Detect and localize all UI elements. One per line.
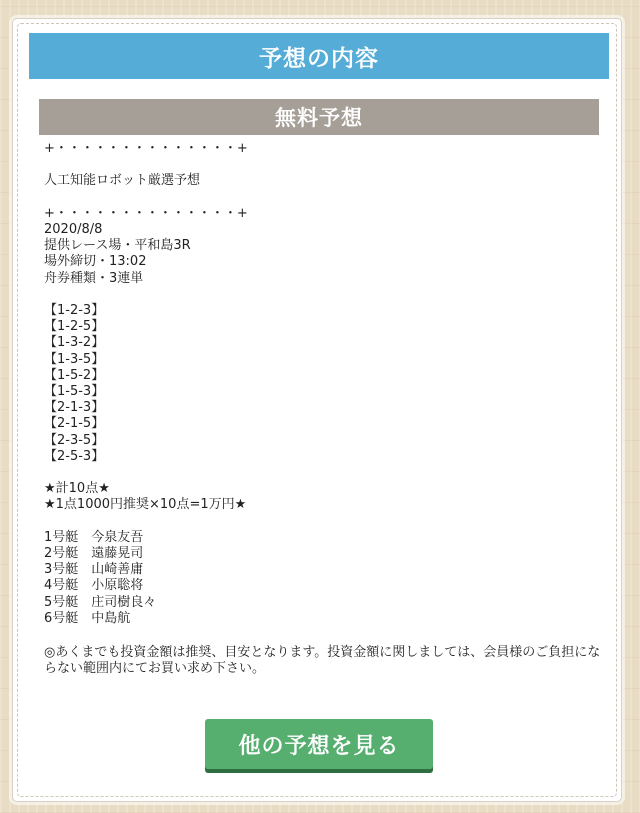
content-line: 舟券種類・3連単 xyxy=(44,270,144,286)
investment-note: ◎あくまでも投資金額は推奨、目安となります。投資金額に関しましては、会員様のご負担にならない範囲内にてお買い求め下さい。 xyxy=(44,645,601,677)
section-title: 無料予想 xyxy=(39,99,599,135)
content-line: 【1-5-3】 xyxy=(44,384,105,399)
content-line: 1号艇 今泉友吾 xyxy=(44,529,144,545)
content-line xyxy=(44,287,604,303)
content-line: +・・・・・・・・・・・・・・+ xyxy=(44,205,248,221)
prediction-lines xyxy=(44,141,604,643)
content-line: 【2-1-5】 xyxy=(44,416,105,432)
content-line: 【1-5-2】 xyxy=(44,367,105,383)
content-line: 場外締切・13:02 xyxy=(44,254,147,270)
content-line: 人工知能ロボット厳選予想 xyxy=(44,173,201,189)
content-line: 4号艇 小原聡将 xyxy=(44,578,144,594)
content-line xyxy=(44,465,604,481)
content-line: +・・・・・・・・・・・・・・+ xyxy=(44,141,248,156)
content-line xyxy=(44,157,604,173)
content-line: 【1-2-5】 xyxy=(44,319,105,335)
content-line: 【2-1-3】 xyxy=(44,400,105,416)
page-title: 予想の内容 xyxy=(29,33,609,79)
content-line: ★1点1000円推奨×10点=1万円★ xyxy=(44,497,247,513)
see-other-predictions-button[interactable]: 他の予想を見る xyxy=(205,719,433,769)
content-line: 【2-5-3】 xyxy=(44,448,105,464)
content-line: 3号艇 山崎善庸 xyxy=(44,562,144,578)
content-line: 2020/8/8 xyxy=(44,221,103,237)
content-line: 【1-3-2】 xyxy=(44,335,105,351)
content-line: ★計10点★ xyxy=(44,481,110,497)
content-line xyxy=(44,627,604,643)
content-line: 5号艇 庄司樹良々 xyxy=(44,594,157,610)
content-line: 提供レース場・平和島3R xyxy=(44,238,191,254)
prediction-content xyxy=(44,141,604,678)
prediction-card xyxy=(12,18,622,802)
content-line xyxy=(44,190,604,206)
content-line: 【1-2-3】 xyxy=(44,302,105,318)
content-line: 6号艇 中島航 xyxy=(44,610,131,626)
content-line xyxy=(44,514,604,530)
content-line: 【1-3-5】 xyxy=(44,351,105,367)
content-line: 2号艇 遠藤晃司 xyxy=(44,546,144,561)
content-line: 【2-3-5】 xyxy=(44,432,105,448)
